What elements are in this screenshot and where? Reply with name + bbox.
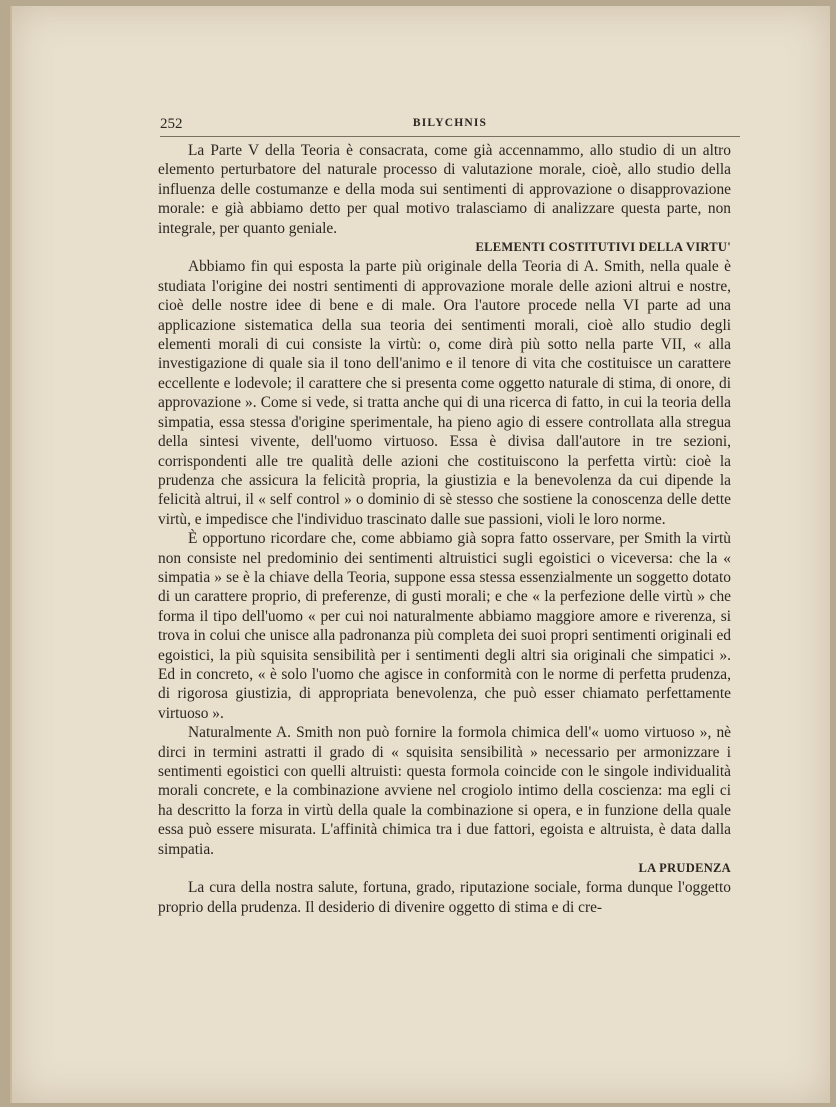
page-header bbox=[160, 114, 740, 137]
paragraph-4: Naturalmente A. Smith non può fornire la formola chimica dell'« uomo virtuoso », nè dirci in termini astratti il grado di « squisita sensibilità » necessario per armonizzare i sentimenti egoistici con quelli altruisti: questa formola coincide con le singole individualità morali concrete, e la combinazione avviene nel crogiolo intimo della coscienza: ma egli ci ha descritto la forza in virtù della quale la combinazione si opera, e in funzione della quale essa può essere misurata. L'affinità chimica tra i due fattori, egoista e altruista, è data dalla simpatia. bbox=[158, 724, 731, 858]
section-heading-elementi: ELEMENTI COSTITUTIVI DELLA VIRTU' bbox=[475, 240, 731, 255]
page-number: 252 bbox=[160, 116, 183, 132]
paragraph-1: La Parte V della Teoria è consacrata, come già accennammo, allo studio di un altro elemento perturbatore del naturale processo di valutazione morale, cioè, allo studio della influenza delle costumanze e della moda sui sentimenti di approvazione o disapprovazione morale: e già abbiamo detto per qual motivo tralasciamo di analizzare questa parte, non integrale, per quanto geniale. bbox=[158, 142, 731, 237]
paragraph-2: Abbiamo fin qui esposta la parte più originale della Teoria di A. Smith, nella quale è studiata l'origine dei nostri sentimenti di approvazione morale delle azioni altrui e nostre, cioè delle nostre idee di bene e di male. Ora l'autore procede nella VI parte ad una applicazione sistematica della sua teoria dei sentimenti morali, cioè allo studio degli elementi morali di cui consiste la virtù: o, come dirà più sotto nella parte VII, « alla investigazione di quale sia il tono dell'animo e il tenore di vita che costituisce un carattere eccellente e lodevole; il carattere che si presenta come oggetto naturale di stima, di onore, di approvazione ». Come si vede, si tratta anche qui di una ricerca di fatto, in cui la teoria della simpatia, essa stessa d'origine sperimentale, ha pieno agio di essere controllata alla stregua della sintesi vivente, dell'uomo virtuoso. Essa è divisa dall'autore in tre sezioni, corrispondenti alle tre qualità delle azioni che costituiscono la perfetta virtù: cioè la prudenza che assicura la felicità propria, la giustizia e la benevolenza da cui dipende la felicità altrui, il « self control » o dominio di sè stesso che sostiene la conoscenza delle dette virtù, e impedisce che l'individuo trascinato dalle sue passioni, violi le loro norme. bbox=[158, 258, 731, 528]
running-title: BILYCHNIS bbox=[412, 117, 488, 129]
paragraph-5: La cura della nostra salute, fortuna, grado, riputazione sociale, forma dunque l'oggetto proprio della prudenza. Il desiderio di divenire oggetto di stima e di cre- bbox=[158, 879, 731, 916]
paragraph-3: È opportuno ricordare che, come abbiamo già sopra fatto osservare, per Smith la virtù non consiste nel predominio dei sentimenti altruistici sugli egoistici o viceversa: che la « simpatia » se è la chiave della Teoria, suppone essa stessa essenzialmente un soggetto dotato di un carattere proprio, di preferenze, di gusti morali; e che « la perfezione delle virtù » che forma il tipo dell'uomo « per cui noi naturalmente abbiamo maggiore amore e riverenza, si trova in colui che unisce alla padronanza più completa dei suoi propri sentimenti originali ed egoistici, la più squisita sensibilità per i sentimenti degli altri sia originali che simpatici ». Ed in concreto, « è solo l'uomo che agisce in conformità con le norme di perfetta prudenza, di rigorosa giustizia, di appropriata benevolenza, che può esser chiamato perfettamente virtuoso ». bbox=[158, 530, 731, 722]
body-text bbox=[158, 141, 731, 917]
section-heading-prudenza: LA PRUDENZA bbox=[638, 861, 731, 876]
